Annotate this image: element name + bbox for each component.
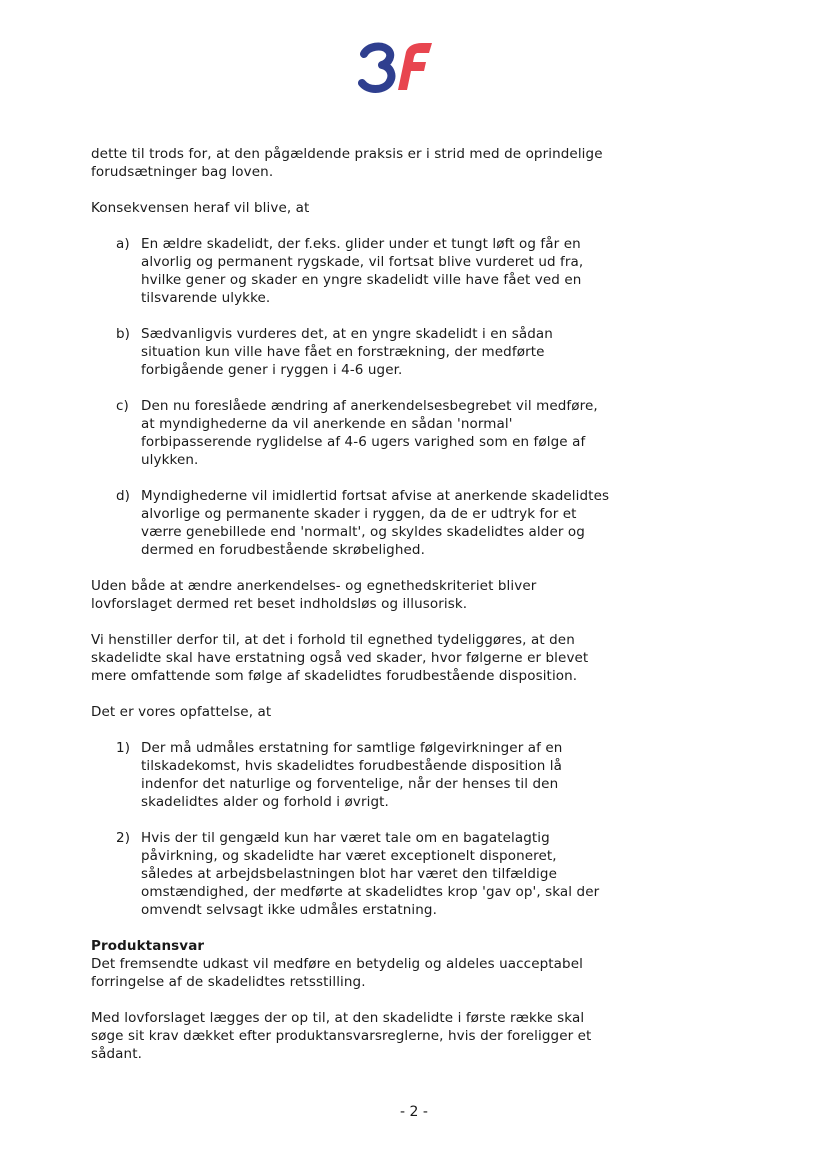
list-marker: c) <box>116 398 129 414</box>
section-heading: Produktansvar <box>91 938 205 954</box>
list-marker: 1) <box>116 740 131 756</box>
list-item <box>91 739 611 811</box>
page-number: - 2 - <box>400 1104 428 1120</box>
list-item <box>91 397 611 469</box>
paragraph: Det er vores opfattelse, at <box>91 704 272 720</box>
paragraph: Det fremsendte udkast vil medføre en betydelig og aldeles uacceptabel forringelse af de skadelidtes retsstilling. <box>91 956 583 990</box>
list-marker: a) <box>116 236 130 252</box>
list-item-text: Myndighederne vil imidlertid fortsat afvise at anerkende skadelidtes alvorlige og permanente skader i ryggen, da de er udtryk for et værre genebillede end 'normalt', og skyldes skadelidtes alder og dermed en forudbestående skrøbelighed. <box>141 488 610 558</box>
list-marker: b) <box>116 326 131 342</box>
paragraph: Konsekvensen heraf vil blive, at <box>91 200 310 216</box>
list-item <box>91 235 611 307</box>
list-item-text: En ældre skadelidt, der f.eks. glider under et tungt løft og får en alvorlig og permanent rygskade, vil fortsat blive vurderet ud fra, hvilke gener og skader en yngre skadelidt ville have fået ved en tilsvarende ulykke. <box>141 236 584 306</box>
paragraph: Vi henstiller derfor til, at det i forhold til egnethed tydeliggøres, at den skadelidte skal have erstatning også ved skader, hvor følgerne er blevet mere omfattende som følge af skadelidtes forudbestående disposition. <box>91 632 589 684</box>
list-item-text: Hvis der til gengæld kun har været tale om en bagatelagtig påvirkning, og skadelidte har været exceptionelt disponeret, således at arbejdsbelastningen blot har været den tilfældige omstændighed, der medførte at skadelidtes krop 'gav op', skal der omvendt selvsagt ikke udmåles erstatning. <box>141 830 600 918</box>
document-body <box>91 145 611 1081</box>
list-marker: 2) <box>116 830 131 846</box>
paragraph: dette til trods for, at den pågældende praksis er i strid med de oprindelige forudsætninger bag loven. <box>91 146 603 180</box>
list-item <box>91 487 611 559</box>
paragraph: Uden både at ændre anerkendelses- og egnethedskriteriet bliver lovforslaget dermed ret beset indholdsløs og illusorisk. <box>91 578 537 612</box>
list-item-text: Sædvanligvis vurderes det, at en yngre skadelidt i en sådan situation kun ville have fået en forstrækning, der medførte forbigående gener i ryggen i 4-6 uger. <box>141 326 553 378</box>
list-item-text: Der må udmåles erstatning for samtlige følgevirkninger af en tilskadekomst, hvis skadelidtes forudbestående disposition lå indenfor det naturlige og forventelige, når der henses til den skadelidtes alder og forhold i øvrigt. <box>141 740 563 810</box>
list-item-text: Den nu foreslåede ændring af anerkendelsesbegrebet vil medføre, at myndighederne da vil anerkende en sådan 'normal' forbipasserende ryglidelse af 4-6 ugers varighed som en følge af ulykken. <box>141 398 598 468</box>
3f-logo <box>358 38 436 98</box>
numbered-list <box>91 739 611 919</box>
paragraph: Med lovforslaget lægges der op til, at den skadelidte i første række skal søge sit krav dækket efter produktansvarsreglerne, hvis der foreligger et sådant. <box>91 1010 592 1062</box>
list-item <box>91 325 611 379</box>
lettered-list <box>91 235 611 559</box>
list-marker: d) <box>116 488 131 504</box>
list-item <box>91 829 611 919</box>
